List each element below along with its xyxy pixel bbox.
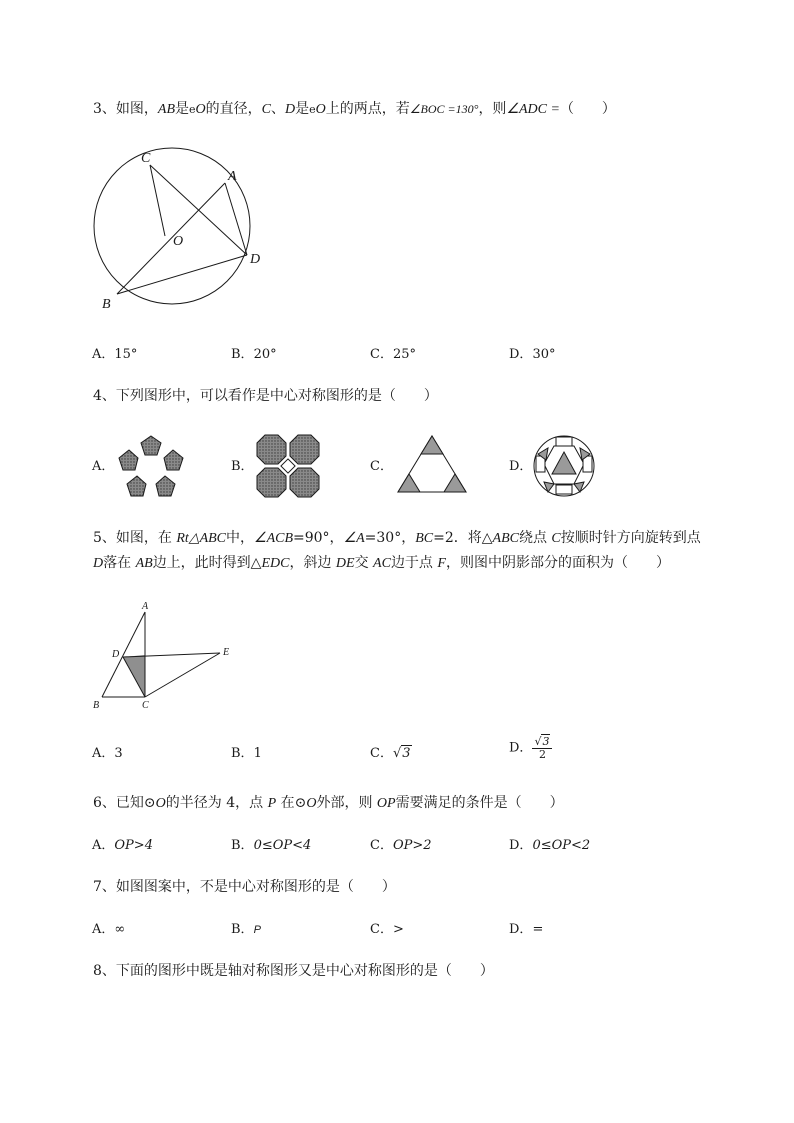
octagon-br [290,468,319,497]
pentagon-top [141,436,161,455]
q7-option-a[interactable]: A．∞ [92,922,126,937]
center-square [281,459,295,473]
q5-option-d[interactable]: D． $\frac{√3}{2}$ [509,736,552,761]
q4-option-c[interactable]: C． [370,459,393,474]
pentagon-right [164,450,183,470]
q5-option-a[interactable]: A．3 [92,746,123,761]
greater-than-symbol: > [392,922,404,937]
question-8-text: 8、下面的图形中既是轴对称图形又是中心对称图形的是（ ） [93,963,494,979]
q7-option-d[interactable]: D．= [509,922,544,937]
q4-option-b[interactable]: B． [231,459,254,474]
q6-option-b[interactable]: B．0≤OP<4 [231,838,312,853]
label-c: C [141,151,151,166]
sqrt-sign: √ [392,746,402,761]
q5-option-b[interactable]: B．1 [231,746,262,761]
q7-option-b[interactable]: B．P [231,922,261,937]
question-6-text: 6、已知⊙O的半径为 4，点 P 在⊙O外部，则 OP需要满足的条件是（ ） [93,795,564,811]
q5-option-c[interactable]: C．√3 [370,746,411,761]
q3-option-b[interactable]: B．20° [231,347,277,362]
q6-option-a[interactable]: A．OP>4 [92,838,153,853]
octagon-tr [290,435,319,464]
label-e: E [223,647,230,658]
q7-option-c[interactable]: C．> [370,922,404,937]
p-symbol: P [253,924,261,936]
label-a: A [142,601,149,612]
q3-circle-figure [85,140,275,320]
q3-option-c[interactable]: C．25° [370,347,416,362]
q3-option-a[interactable]: A．15° [92,347,138,362]
infinity-symbol: ∞ [114,922,126,937]
label-d: D [250,252,261,267]
fraction-root3-over-2: $\frac{√3}{2}$ [532,736,552,761]
q4-figure-b-octagons [256,434,320,498]
q4-figure-d-circle-pattern [532,434,596,498]
pentagon-left [119,450,138,470]
segment-de [123,653,220,657]
label-c: C [142,700,149,711]
square-top [556,437,572,446]
segment-ec [145,653,220,697]
octagon-tl [257,435,286,464]
label-a: A [228,169,237,184]
corner-right [444,474,466,492]
q4-option-d[interactable]: D． [509,459,533,474]
label-b: B [93,700,100,711]
label-d: D [112,649,120,660]
q4-option-a[interactable]: A． [92,459,115,474]
q4-figure-a-pentagons [115,434,187,500]
center-triangle [552,452,576,474]
segment-co [150,165,165,236]
question-3-text: 3、如图，AB是eO的直径，C、D是eO上的两点，若∠BOC =130°，则∠ADC =（ ） [93,101,616,117]
octagon-bl [257,468,286,497]
q5-triangle-figure [88,598,238,713]
pentagon-bottom-left [127,476,146,496]
square-bottom [556,485,572,494]
tri-bl [544,482,554,492]
q3-option-d[interactable]: D．30° [509,347,556,362]
q6-option-d[interactable]: D．0≤OP<2 [509,838,591,853]
circle-o [94,148,250,304]
question-4-text: 4、下列图形中，可以看作是中心对称图形的是（ ） [93,388,438,404]
equals-symbol: = [532,922,544,937]
label-b: B [102,297,111,312]
pentagon-bottom-right [156,476,175,496]
corner-top [421,436,443,454]
tri-br [574,482,584,492]
question-5-line-2: D落在 AB边上，此时得到△EDC，斜边 DE交 AC边于点 F，则图中阴影部分的面积为（ ） [93,555,670,571]
q6-option-c[interactable]: C．OP>2 [370,838,432,853]
question-5-line-1: 5、如图，在 Rt△ABC中，∠ACB=90°，∠A=30°，BC=2．将△ABC绕点 C按顺时针方向旋转到点 [93,530,701,546]
q4-figure-c-triangle [396,434,468,494]
corner-left [398,474,420,492]
question-7-text: 7、如图图案中，不是中心对称图形的是（ ） [93,879,396,895]
label-o: O [173,234,184,249]
